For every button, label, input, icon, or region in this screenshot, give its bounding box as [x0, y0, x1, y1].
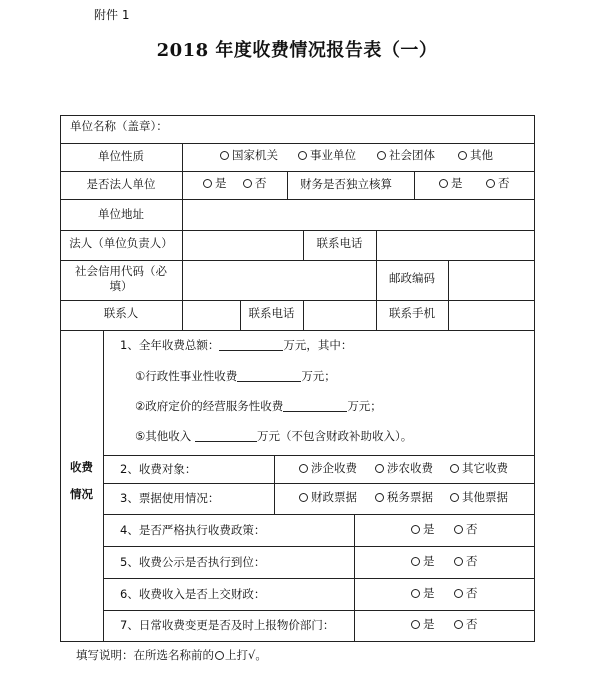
other-income-line: ⑤其他收入 万元（不包含财政补助收入）。	[135, 429, 413, 443]
contact-phone-label: 联系电话	[316, 236, 363, 250]
gov-price-fee-blank[interactable]	[283, 400, 347, 412]
radio-circle-icon	[411, 557, 420, 566]
object-option-enterprise[interactable]: 涉企收费	[299, 461, 357, 475]
radio-circle-icon	[454, 620, 463, 629]
q5-yes-option[interactable]: 是	[411, 554, 435, 568]
radio-circle-icon	[454, 557, 463, 566]
unit-name-label: 单位名称（盖章）：	[70, 119, 168, 133]
legal-rep-label: 法人（单位负责人）	[69, 236, 173, 250]
ticket-option-finance[interactable]: 财政票据	[299, 490, 357, 504]
address-label: 单位地址	[98, 207, 144, 221]
radio-circle-icon	[298, 151, 307, 160]
q6-no-option[interactable]: 否	[454, 586, 478, 600]
q4-yes-option[interactable]: 是	[411, 522, 435, 536]
fee-object-label: 2、收费对象：	[120, 462, 197, 476]
radio-circle-icon	[299, 493, 308, 502]
is-legal-entity-label: 是否法人单位	[86, 177, 156, 191]
contact-person-label: 联系人	[103, 306, 139, 320]
question-7-label: 7、日常收费变更是否及时上报物价部门：	[120, 618, 335, 632]
gov-price-fee-line: ②政府定价的经营服务性收费 万元；	[135, 399, 382, 413]
radio-circle-icon	[439, 179, 448, 188]
q5-no-option[interactable]: 否	[454, 554, 478, 568]
nature-option-state-organ[interactable]: 国家机关	[220, 148, 278, 162]
object-option-other[interactable]: 其它收费	[450, 461, 508, 475]
radio-circle-icon	[450, 493, 459, 502]
independent-accounting-label: 财务是否独立核算	[300, 177, 392, 191]
fee-section-label-2: 情况	[70, 487, 93, 501]
q4-no-option[interactable]: 否	[454, 522, 478, 536]
radio-circle-icon	[411, 525, 420, 534]
total-fee-blank[interactable]	[219, 339, 283, 351]
fee-section-label-1: 收费	[70, 460, 93, 474]
ticket-option-other[interactable]: 其他票据	[450, 490, 508, 504]
ticket-option-tax[interactable]: 税务票据	[375, 490, 433, 504]
radio-circle-icon	[203, 179, 212, 188]
legal-yes-option[interactable]: 是	[203, 176, 227, 190]
nature-option-public-institution[interactable]: 事业单位	[298, 148, 356, 162]
radio-circle-icon	[486, 179, 495, 188]
credit-code-label-line1: 社会信用代码（必	[75, 264, 167, 278]
page-title: 2018 年度收费情况报告表（一）	[156, 40, 438, 61]
radio-circle-icon	[411, 589, 420, 598]
nature-option-other[interactable]: 其他	[458, 148, 493, 162]
credit-code-label-line2: 填）	[109, 279, 133, 293]
unit-nature-label: 单位性质	[98, 149, 144, 163]
radio-circle-icon	[299, 464, 308, 473]
radio-circle-icon	[450, 464, 459, 473]
accounting-yes-option[interactable]: 是	[439, 176, 463, 190]
admin-fee-blank[interactable]	[237, 370, 301, 382]
q7-yes-option[interactable]: 是	[411, 617, 435, 631]
attachment-label: 附件 1	[94, 8, 130, 22]
admin-fee-line: ①行政性事业性收费 万元；	[135, 369, 336, 383]
q7-no-option[interactable]: 否	[454, 617, 478, 631]
nature-option-social-group[interactable]: 社会团体	[377, 148, 435, 162]
question-4-label: 4、是否严格执行收费政策：	[120, 523, 266, 537]
radio-circle-icon	[454, 525, 463, 534]
circle-icon	[215, 651, 224, 660]
radio-circle-icon	[375, 493, 384, 502]
postcode-label: 邮政编码	[389, 271, 435, 285]
q6-yes-option[interactable]: 是	[411, 586, 435, 600]
fill-instructions: 填写说明：在所选名称前的 上打√。	[76, 648, 267, 662]
radio-circle-icon	[243, 179, 252, 188]
contact-mobile-label: 联系手机	[389, 306, 435, 320]
question-5-label: 5、收费公示是否执行到位：	[120, 555, 266, 569]
radio-circle-icon	[375, 464, 384, 473]
radio-circle-icon	[377, 151, 386, 160]
contact-phone2-label: 联系电话	[248, 306, 295, 320]
radio-circle-icon	[458, 151, 467, 160]
object-option-agriculture[interactable]: 涉农收费	[375, 461, 433, 475]
total-fee-line: 1、全年收费总额： 万元，其中：	[120, 338, 353, 352]
radio-circle-icon	[411, 620, 420, 629]
accounting-no-option[interactable]: 否	[486, 176, 510, 190]
other-income-blank[interactable]	[195, 430, 257, 442]
ticket-usage-label: 3、票据使用情况：	[120, 491, 220, 505]
radio-circle-icon	[454, 589, 463, 598]
question-6-label: 6、收费收入是否上交财政：	[120, 587, 266, 601]
radio-circle-icon	[220, 151, 229, 160]
legal-no-option[interactable]: 否	[243, 176, 267, 190]
